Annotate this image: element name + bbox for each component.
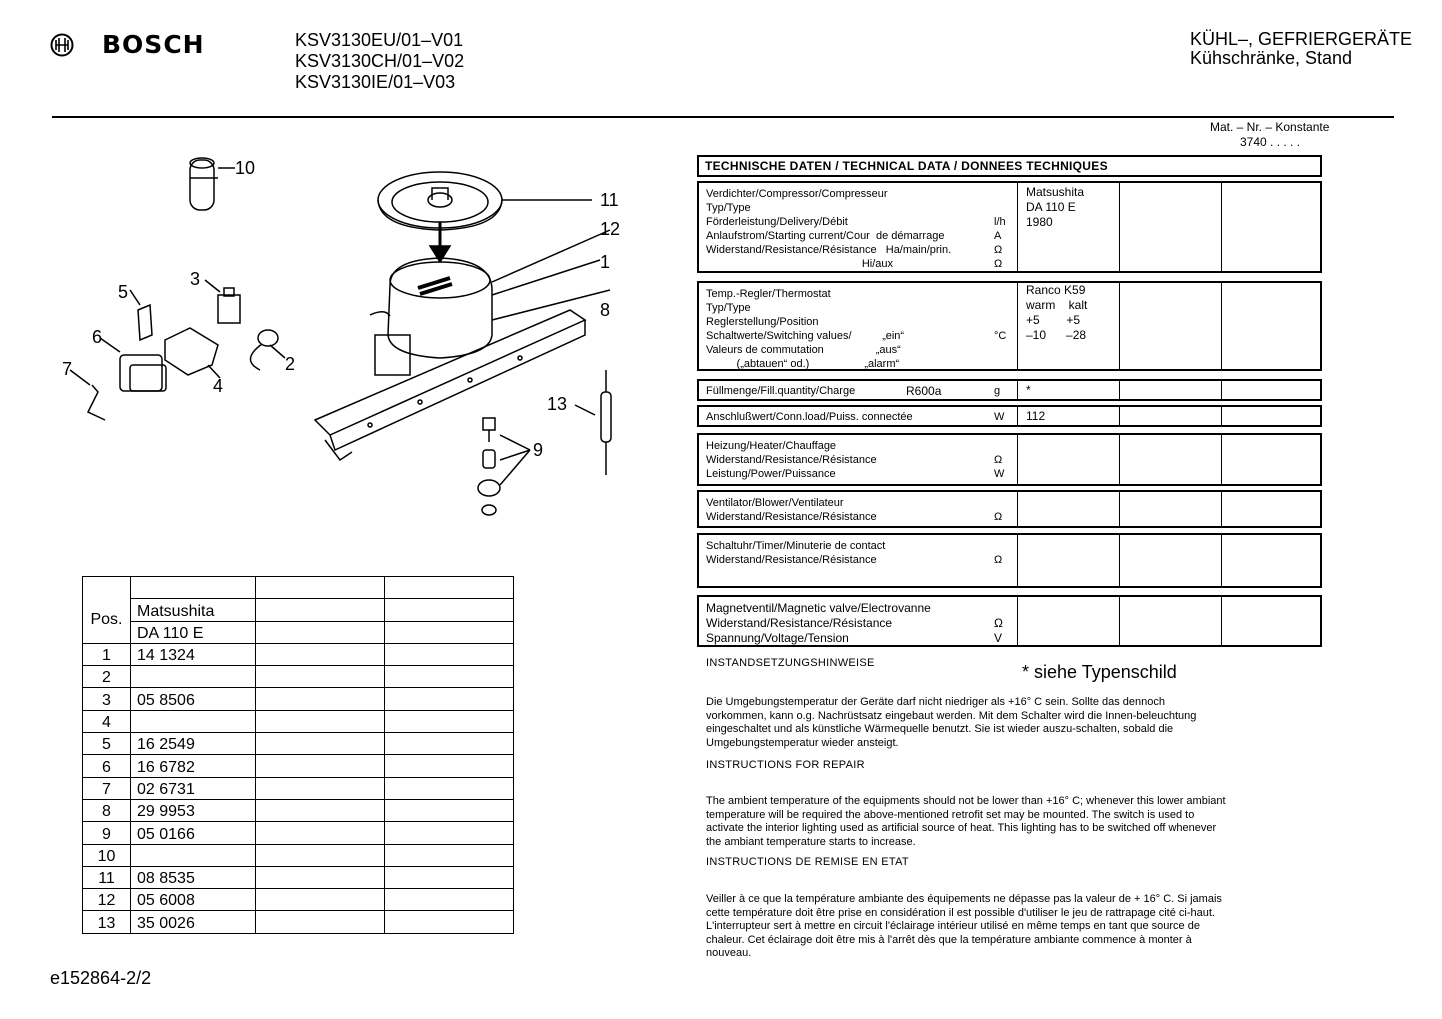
- connected-load-label: Anschlußwert/Conn.load/Puiss. connectée: [706, 411, 913, 423]
- pos-header: Pos.: [83, 577, 131, 644]
- fill-quantity-value: *: [1026, 383, 1031, 397]
- matnr-value: 3740 . . . . .: [1240, 135, 1301, 149]
- drip-tray-drawing: [378, 172, 592, 230]
- heater-labels: Heizung/Heater/Chauffage Widerstand/Resistance/Résistance Leistung/Power/Puissance: [706, 440, 877, 480]
- part-number: 16 6782: [131, 755, 256, 777]
- compressor-drawing: [370, 230, 610, 375]
- thermostat-labels: Temp.-Regler/Thermostat Typ/Type Reglerstellung/Position Schaltwerte/Switching values/ „ein“ Valeurs de commutation „aus“ („abtauen“ od.) „alarm“: [706, 288, 905, 370]
- callout-8: 8: [600, 300, 611, 320]
- callout-5: 5: [118, 282, 129, 302]
- table-row: [83, 822, 514, 844]
- callout-9: 9: [533, 440, 544, 460]
- overload-protector-drawing: [165, 328, 220, 378]
- timer-labels: Schaltuhr/Timer/Minuterie de contact Widerstand/Resistance/Résistance: [706, 540, 886, 566]
- model-list: [295, 30, 464, 93]
- en-heading: INSTRUCTIONS FOR REPAIR: [706, 759, 865, 771]
- table-row: [83, 599, 514, 621]
- brand-name: BOSCH: [102, 30, 205, 59]
- thermostat-section: [697, 281, 1322, 371]
- table-row: [83, 866, 514, 888]
- compressor-values: Matsushita DA 110 E 1980: [1026, 185, 1085, 229]
- pos-number: 8: [83, 799, 131, 821]
- part-number: [131, 844, 256, 866]
- pos-number: 6: [83, 755, 131, 777]
- table-row: [83, 643, 514, 665]
- blower-section: [697, 490, 1322, 528]
- pos-number: 10: [83, 844, 131, 866]
- thermostat-values: Ranco K59 warm kalt +5 +5 –10 –28: [1026, 283, 1088, 342]
- callout-2: 2: [285, 354, 296, 374]
- table-row: [83, 889, 514, 911]
- table-row: [83, 577, 514, 599]
- table-row: [83, 621, 514, 643]
- type-plate-note: * siehe Typenschild: [1022, 662, 1177, 682]
- valve-units: Ω V: [994, 616, 1003, 645]
- manufacturer-header: Matsushita: [131, 599, 256, 621]
- bracket-drawing: [70, 370, 105, 420]
- pos-number: 2: [83, 666, 131, 688]
- part-number: 16 2549: [131, 733, 256, 755]
- refrigerant-type: R600a: [906, 384, 942, 398]
- callout-10: 10: [235, 158, 256, 178]
- part-number: 35 0026: [131, 911, 256, 933]
- cap-drawing: [250, 330, 285, 370]
- relay-part-drawing: [190, 158, 235, 210]
- part-number: 29 9953: [131, 799, 256, 821]
- connected-load-unit: W: [994, 411, 1005, 423]
- table-row: [83, 844, 514, 866]
- table-row: [83, 733, 514, 755]
- heater-section: [697, 433, 1322, 486]
- part-number: 14 1324: [131, 643, 256, 665]
- callout-4: 4: [213, 376, 224, 396]
- callout-3: 3: [190, 269, 201, 289]
- valve-labels: Magnetventil/Magnetic valve/Electrovanne Widerstand/Resistance/Résistance Spannung/Voltage/Tension: [706, 601, 931, 645]
- table-row: [83, 777, 514, 799]
- clip-drawing: [130, 290, 152, 340]
- compressor-type-header: DA 110 E: [131, 621, 256, 643]
- timer-units: Ω: [994, 554, 1003, 566]
- table-row: [83, 710, 514, 732]
- part-number: 05 8506: [131, 688, 256, 710]
- part-number: 02 6731: [131, 777, 256, 799]
- header-divider: [52, 116, 1394, 118]
- fill-quantity-unit: g: [994, 385, 1001, 397]
- callout-11: 11: [600, 190, 619, 210]
- fr-text: Veiller à ce que la température ambiante des équipements ne dépasse pas la valeur de + 16° C. Si jamais cette température doit être prise en considération il est possible d'utiliser le jeu de rattrapage cité ci-haut. L'interrupteur sert à mettre en circuit l'éclairage intérieur utilisé en même temps en tant que source de chaleur. Cet éclairage doit être mis à l'arrêt dès que la température ambiante commence à monter à nouveau.: [706, 893, 1222, 959]
- pos-number: 11: [83, 866, 131, 888]
- matnr-label: Mat. – Nr. – Konstante: [1210, 120, 1330, 134]
- pos-number: 4: [83, 710, 131, 732]
- callout-1: 1: [600, 252, 611, 272]
- callout-7: 7: [62, 359, 73, 379]
- part-number: 08 8535: [131, 866, 256, 888]
- base-plate-drawing: [315, 310, 585, 460]
- drier-drawing: [575, 370, 611, 475]
- de-heading: INSTANDSETZUNGSHINWEISE: [706, 657, 875, 669]
- part-number: [131, 710, 256, 732]
- timer-section: [697, 533, 1322, 588]
- table-row: [83, 911, 514, 933]
- blower-units: Ω: [994, 511, 1003, 523]
- starter-relay-drawing: [100, 338, 166, 391]
- pos-number: 5: [83, 733, 131, 755]
- table-row: [83, 666, 514, 688]
- mounting-kit-drawing: [478, 418, 530, 515]
- pos-number: 9: [83, 822, 131, 844]
- table-row: [83, 755, 514, 777]
- compressor-units: l/h A Ω Ω: [994, 216, 1006, 270]
- pos-number: 3: [83, 688, 131, 710]
- model-number: KSV3130CH/01–V02: [295, 51, 465, 71]
- part-number: 05 6008: [131, 889, 256, 911]
- category-subline: Kühschränke, Stand: [1189, 48, 1353, 68]
- bosch-armature-icon: [50, 33, 74, 57]
- de-text: Die Umgebungstemperatur der Geräte darf nicht niedriger als +16° C sein. Sollte das dennoch vorkommen, kann o.g. Nachrüstsatz eingebaut werden. Mit dem Schalter wird die Innen-beleuchtung eingeschaltet und als künstliche Wärmequelle benutzt. Sie ist wieder auszu-schalten, sobald die Umgebungstemperatur wieder ansteigt.: [706, 696, 1197, 749]
- bosch-logo: [50, 30, 205, 59]
- thermostat-units: °C: [994, 330, 1007, 342]
- callout-13: 13: [547, 394, 568, 414]
- model-number: KSV3130EU/01–V01: [295, 30, 464, 50]
- heater-units: Ω W: [994, 454, 1005, 480]
- magnetic-valve-section: [697, 595, 1322, 647]
- fr-heading: INSTRUCTIONS DE REMISE EN ETAT: [706, 856, 909, 868]
- material-number: [1210, 120, 1329, 150]
- exploded-parts-diagram: [40, 130, 700, 590]
- table-row: [83, 799, 514, 821]
- part-number: 05 0166: [131, 822, 256, 844]
- table-row: [83, 688, 514, 710]
- pos-number: 1: [83, 643, 131, 665]
- fill-quantity-label: Füllmenge/Fill.quantity/Charge: [706, 385, 856, 397]
- en-text: The ambient temperature of the equipments should not be lower than +16° C; whenever this lower ambiant temperature will be required the above-mentioned retrofit set may be mounted. The switch is used to activate the interior lighting used as artificial source of heat. This lighting has to be switched off whenever the ambiant temperature starts to increase.: [706, 795, 1226, 848]
- fill-quantity-section: [697, 379, 1322, 401]
- connected-load-value: 112: [1026, 409, 1046, 423]
- blower-labels: Ventilator/Blower/Ventilateur Widerstand/Resistance/Résistance: [706, 497, 877, 523]
- category-line: KÜHL–, GEFRIERGERÄTE: [1189, 29, 1412, 49]
- compressor-labels: Verdichter/Compressor/Compresseur Typ/Type Förderleistung/Delivery/Débit Anlaufstrom/Starting current/Cour de démarrage Widerstand/Resistance/Résistance Ha/main/prin. Hi/aux: [706, 188, 952, 270]
- switch-drawing: [205, 280, 240, 323]
- compressor-section: [697, 181, 1322, 273]
- pos-number: 12: [83, 889, 131, 911]
- parts-table: [82, 576, 514, 934]
- callout-6: 6: [92, 327, 103, 347]
- pos-number: 13: [83, 911, 131, 933]
- document-id: e152864-2/2: [50, 968, 152, 988]
- model-number: KSV3130IE/01–V03: [295, 72, 456, 92]
- tech-data-title: TECHNISCHE DATEN / TECHNICAL DATA / DONNEES TECHNIQUES: [697, 155, 1322, 177]
- connected-load-section: [697, 405, 1322, 427]
- pos-number: 7: [83, 777, 131, 799]
- callout-12: 12: [600, 219, 621, 239]
- part-number: [131, 666, 256, 688]
- category-heading: [1190, 30, 1412, 68]
